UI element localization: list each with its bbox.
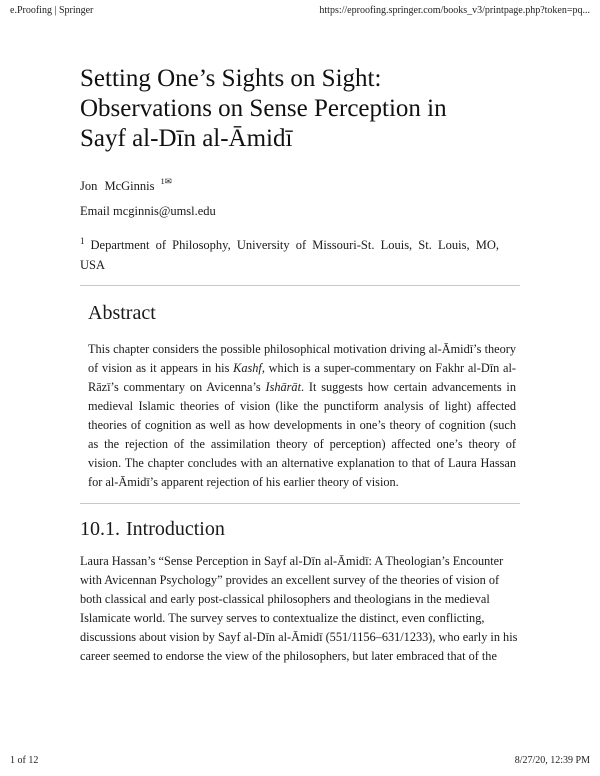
affiliation	[80, 231, 520, 275]
title-line-2: Observations on Sense Perception in	[80, 95, 447, 122]
email-address[interactable]: mcginnis@umsl.edu	[112, 204, 216, 218]
browser-header-title: e.Proofing | Springer	[10, 5, 94, 16]
email-label: Email	[80, 204, 110, 218]
email-line	[80, 204, 520, 219]
author-affiliation-marker[interactable]: 1✉	[160, 176, 172, 186]
affiliation-marker: 1	[80, 236, 85, 246]
page-content	[80, 64, 520, 666]
section-number: 10.1.	[80, 518, 120, 540]
abstract-text	[88, 340, 516, 492]
affiliation-text: Department of Philosophy, University of Missouri-St. Louis, St. Louis, MO, USA	[80, 238, 499, 272]
abstract-part-3: . It suggests how certain advancements in medieval Islamic theories of vision (like the punctiform analysis of light) affected theories of cognition as well as how developments in one’s theory of cognition (such as the rejection of the assimilation theory of perception) affected one’s theory of vision. The chapter concludes with an alternative explanation to that of Laura Hassan for al-Āmidī’s apparent rejection of his earlier theory of vision.	[88, 380, 516, 489]
divider-top	[80, 285, 520, 286]
page-counter: 1 of 12	[10, 755, 39, 766]
browser-header-url: https://eproofing.springer.com/books_v3/printpage.php?token=pq...	[319, 5, 590, 16]
chapter-title	[80, 64, 520, 154]
abstract-part-2: , which is a super-commentary on Fakhr al-Dīn al-Rāzī’s commentary on Avicenna’s	[88, 361, 516, 394]
abstract-heading: Abstract	[88, 302, 156, 324]
abstract-kashf: Kashf	[233, 361, 262, 375]
abstract-part-1: This chapter considers the possible philosophical motivation driving al-Āmidī’s theory of vision as it appears in his	[88, 342, 516, 375]
author-name: Jon McGinnis	[80, 179, 155, 193]
author-line	[80, 176, 520, 194]
print-timestamp: 8/27/20, 12:39 PM	[514, 755, 590, 766]
title-line-1: Setting One’s Sights on Sight:	[80, 65, 382, 92]
abstract-isharat: Ishārāt	[265, 380, 301, 394]
divider-section	[80, 503, 520, 504]
section-title: Introduction	[126, 518, 225, 540]
title-line-3: Sayf al-Dīn al-Āmidī	[80, 125, 293, 152]
section-paragraph: Laura Hassan’s “Sense Perception in Sayf al-Dīn al-Āmidī: A Theologian’s Encounter with Avicennan Psychology” provides an excellent survey of the theories of vision of both classical and early post-classical philosophers and theologians in the medieval Islamicate world. The survey serves to contextualize the distinct, even conflicting, discussions about vision by Sayf al-Dīn al-Āmidī (551/1156–631/1233), who early in his career seemed to endorse the view of the philosophers, but later embraced that of the	[80, 554, 518, 663]
section-heading	[80, 516, 520, 542]
